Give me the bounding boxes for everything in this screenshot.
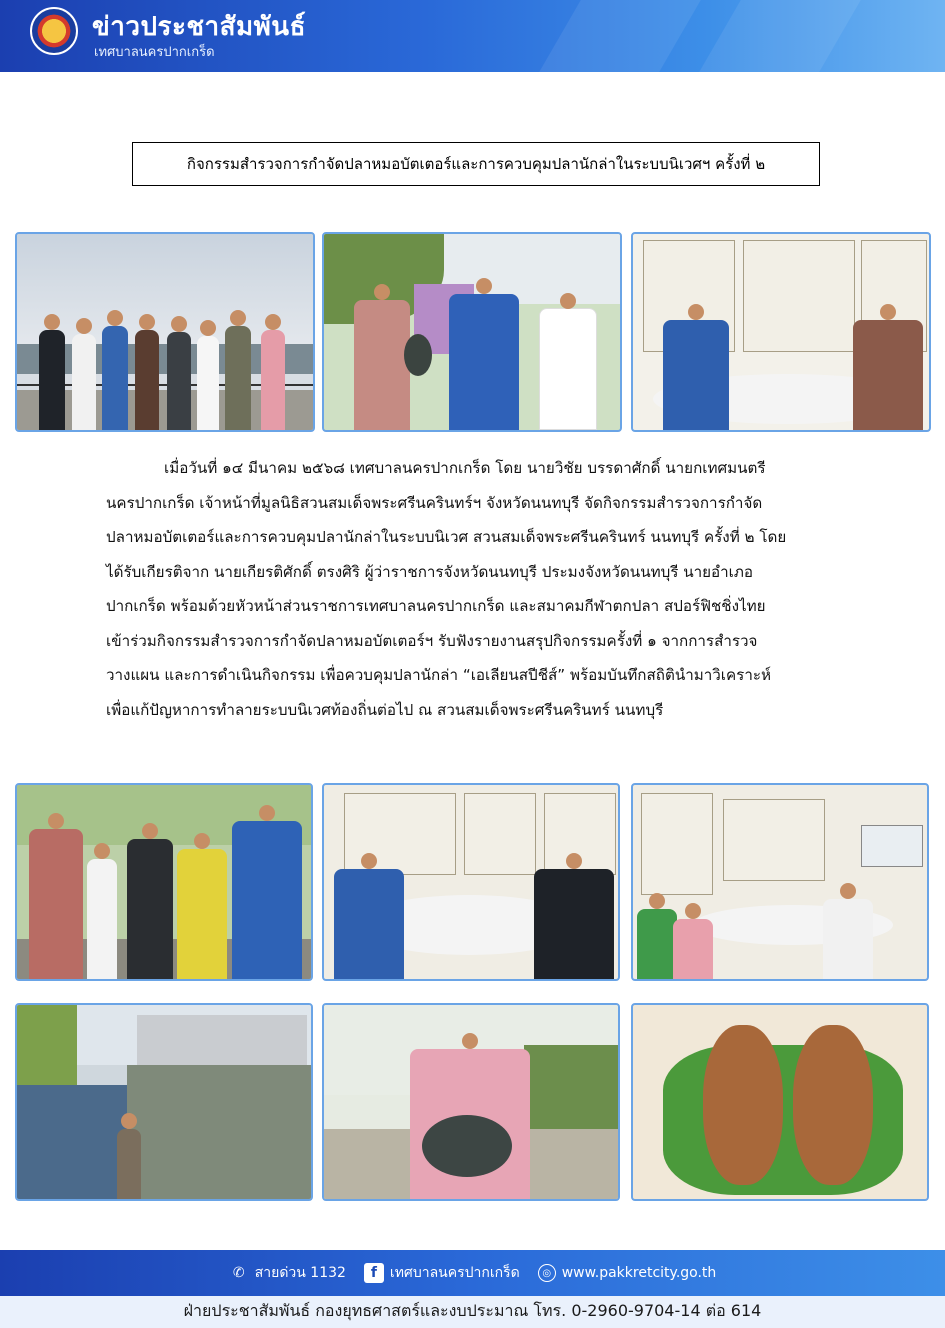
footer-website[interactable] xyxy=(538,1264,717,1282)
photo-lakeside-fishing xyxy=(15,1003,313,1201)
article-line: เพื่อแก้ปัญหาการทำลายระบบนิเวศท้องถิ่นต่อไป ณ สวนสมเด็จพระศรีนครินทร์ นนทบุรี xyxy=(106,700,664,719)
facebook-icon: f xyxy=(364,1263,384,1283)
article-line xyxy=(106,451,841,486)
phone-icon: ✆ xyxy=(232,1265,245,1281)
photo-meeting-presentation xyxy=(631,783,929,981)
article-line: ได้รับเกียรติจาก นายเกียรติศักดิ์ ตรงศิริ ผู้ว่าราชการจังหวัดนนทบุรี ประมงจังหวัดนนทบุรี นายอำเภอ xyxy=(106,562,753,581)
article-body xyxy=(106,451,841,727)
footer-hotline-text: สายด่วน 1132 xyxy=(254,1265,346,1281)
article-title: กิจกรรมสำรวจการกำจัดปลาหมอบัตเตอร์และการควบคุมปลานักล่าในระบบนิเวศฯ ครั้งที่ ๒ xyxy=(132,142,820,186)
header-decoration xyxy=(699,0,861,72)
page-footer xyxy=(0,1250,945,1296)
article-line: วางแผน และการดำเนินกิจกรรม เพื่อควบคุมปลานักล่า “เอเลียนสปีชีส์” พร้อมบันทึกสถิตินำมาวิเคราะห์ xyxy=(106,666,772,684)
footer-facebook[interactable] xyxy=(364,1262,520,1284)
header-title: ข่าวประชาสัมพันธ์ xyxy=(92,12,306,42)
globe-icon: ◎ xyxy=(538,1264,556,1282)
photo-group-riverside xyxy=(15,232,315,432)
footer-contact: ฝ่ายประชาสัมพันธ์ กองยุทธศาสตร์และงบประมาณ โทร. 0-2960-9704-14 ต่อ 614 xyxy=(183,1301,762,1320)
footer-website-link[interactable]: www.pakkretcity.go.th xyxy=(561,1265,717,1281)
page-header xyxy=(0,0,945,72)
photo-meeting-exhibition xyxy=(631,232,931,432)
footer-hotline xyxy=(229,1262,346,1284)
article-line: ปากเกร็ด พร้อมด้วยหัวหน้าส่วนราชการเทศบาลนครปากเกร็ด และสมาคมกีฬาตกปลา สปอร์ฟิชชิ่งไทย xyxy=(106,597,766,615)
municipality-logo-icon xyxy=(30,7,78,55)
footer-facebook-text[interactable]: เทศบาลนครปากเกร็ด xyxy=(389,1265,520,1281)
photo-fried-fish xyxy=(631,1003,929,1201)
article-line: นครปากเกร็ด เจ้าหน้าที่มูลนิธิสวนสมเด็จพระศรีนครินทร์ฯ จังหวัดนนทบุรี จัดกิจกรรมสำรวจการกำจัด xyxy=(106,493,763,512)
article-line: ปลาหมอบัตเตอร์และการควบคุมปลานักล่าในระบบนิเวศ สวนสมเด็จพระศรีนครินทร์ นนทบุรี ครั้งที่ ๒ โดย xyxy=(106,528,787,546)
header-decoration xyxy=(539,0,701,72)
photo-officials-holding-fish xyxy=(322,232,622,432)
article-line: เข้าร่วมกิจกรรมสำรวจการกำจัดปลาหมอบัตเตอร์ฯ รับฟังรายงานสรุปกิจกรรมครั้งที่ ๑ จากการสำรวจ xyxy=(106,631,758,650)
header-subtitle: เทศบาลนครปากเกร็ด xyxy=(94,45,215,60)
photo-meeting-round-table xyxy=(322,783,620,981)
photo-fisherman-holding-fish xyxy=(322,1003,620,1201)
photo-officials-with-fisherman xyxy=(15,783,313,981)
article-line-text: เมื่อวันที่ ๑๔ มีนาคม ๒๕๖๘ เทศบาลนครปากเกร็ด โดย นายวิชัย บรรดาศักดิ์ นายกเทศมนตรี xyxy=(164,459,766,477)
